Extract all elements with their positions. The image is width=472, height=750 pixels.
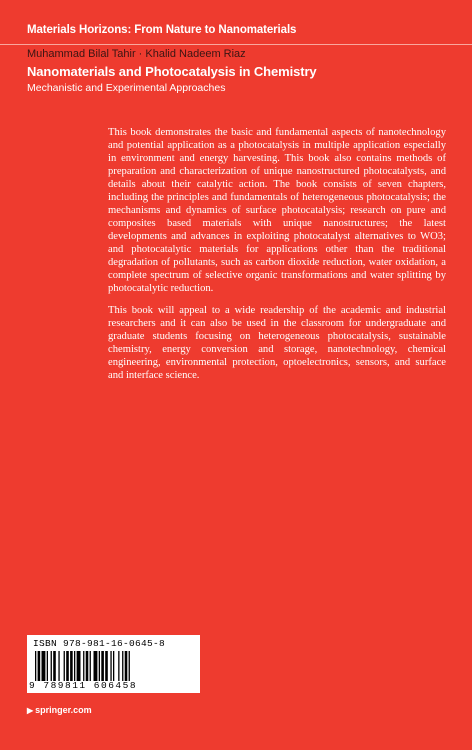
- description-paragraph-1: This book demonstrates the basic and fundamental aspects of nanotechnology and potential application as a photocatalysis in multiple application especially in environment and energy harvesting. This book also contains methods of preparation and characterization of unique nanostructured photocatalysts, and details about their catalytic action. The book consists of seven chapters, including the principles and fundamentals of heterogeneous photocatalysis; the mechanisms and dynamics of surface photocatalysis; research on pure and composites based materials with unique nanostructures; the latest developments and advances in exploiting photocatalyst alternatives to WO3; and photocatalytic materials for applications other than the traditional degradation of pollutants, such as carbon dioxide reduction, water oxidation, a complete spectrum of selective organic transformations and water splitting by photocatalytic reduction.: [108, 127, 446, 294]
- barcode-bar: [105, 651, 108, 681]
- barcode-bar: [70, 651, 73, 681]
- barcode-bar: [64, 651, 65, 681]
- barcode-bar: [38, 651, 41, 681]
- barcode-bar: [122, 651, 123, 681]
- barcode-bar: [113, 651, 114, 681]
- isbn-label: ISBN 978-981-16-0645-8: [33, 638, 166, 649]
- barcode-digits: 9 789811 606458: [29, 680, 138, 691]
- publisher-website[interactable]: [27, 705, 92, 715]
- barcode-bar: [74, 651, 75, 681]
- barcode-bar: [51, 651, 52, 681]
- barcode-bar: [83, 651, 84, 681]
- barcode-bar: [58, 651, 59, 681]
- book-description: [108, 126, 446, 391]
- barcode-bar: [77, 651, 81, 681]
- barcode-bar: [110, 651, 111, 681]
- description-paragraph-2: This book will appeal to a wide readership of the academic and industrial researchers and it can also be used in the classroom for undergraduate and graduate students focusing on heterogeneous photocatalysis, sustainable chemistry, energy conversion and storage, nanotechnology, chemical engineering, environmental protection, optoelectronics, sensors, and surface and interface science.: [108, 305, 446, 381]
- book-title: Nanomaterials and Photocatalysis in Chemistry: [27, 64, 317, 79]
- barcode-bar: [35, 651, 36, 681]
- barcode-bar: [101, 651, 104, 681]
- header-divider: [0, 44, 472, 45]
- authors: Muhammad Bilal Tahir · Khalid Nadeem Riaz: [27, 48, 246, 60]
- arrow-right-icon: ▶: [27, 706, 34, 715]
- barcode-bar: [42, 651, 46, 681]
- series-title: Materials Horizons: From Nature to Nanomaterials: [27, 24, 297, 36]
- barcode-bar: [86, 651, 89, 681]
- barcode-bar: [118, 651, 119, 681]
- barcode-bar: [66, 651, 69, 681]
- barcode-bar: [94, 651, 98, 681]
- barcode-bar: [47, 651, 48, 681]
- barcode-bars: [35, 651, 192, 681]
- barcode-bar: [90, 651, 91, 681]
- website-label: springer.com: [35, 705, 92, 715]
- book-subtitle: Mechanistic and Experimental Approaches: [27, 82, 226, 94]
- barcode-bar: [99, 651, 100, 681]
- barcode-bar: [53, 651, 56, 681]
- barcode-bar: [125, 651, 128, 681]
- barcode-panel: [27, 635, 200, 693]
- barcode-bar: [129, 651, 130, 681]
